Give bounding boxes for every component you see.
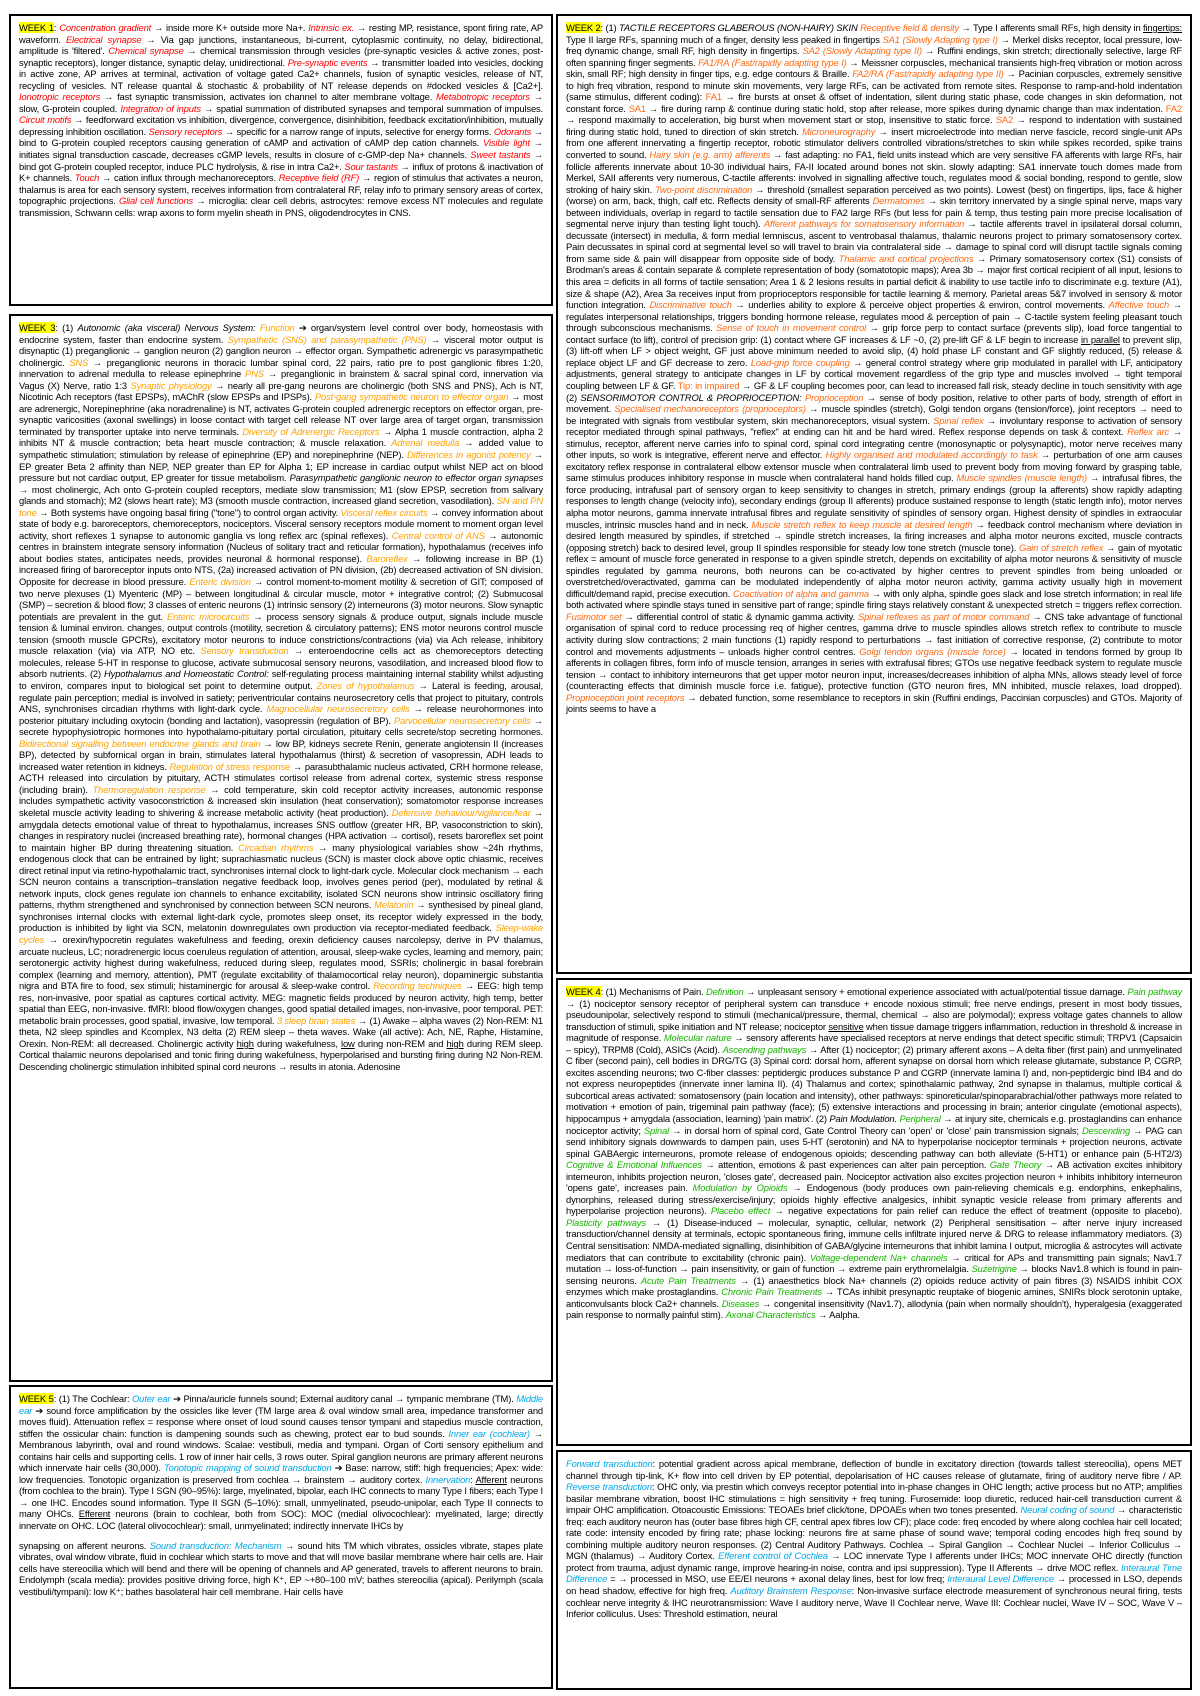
- week-label: WEEK 5: [19, 1393, 54, 1404]
- key-term: Tonotopic mapping of sound transduction: [163, 1462, 332, 1474]
- body-text: → GF & LF coupling becomes poor, can lead to increased fall risk, steady decline in touch sensitivity with age (2): [566, 379, 1182, 403]
- body-text: → AB activation excites inhibitory interneuron, inhibits projection neuron, 'closes gate', decreased pain. Nociceptor activation also excites projection neuron + inhibits inhibitory interneuron 'opens gate', increases pain.: [566, 1159, 1182, 1194]
- body-text: → feedforward excitation vs inhibition, divergence, convergence, disinhibition, feedback excitation/inhibition, mutually depressing inhibition oscillation.: [19, 114, 543, 137]
- emphasis-text: sensitive: [828, 1020, 864, 1032]
- key-term: Sound transduction: Mechanism: [149, 1539, 282, 1551]
- body-text: → following increase in BP (1) increased firing of baroreceptor inputs onto NTS, (2a) increased activation of PN division, (2b) decreased activation of SN division. Opposite for decrease in blood pressure.: [19, 552, 543, 588]
- key-term: Proprioception: [804, 391, 864, 403]
- key-term: Touch: [74, 172, 100, 184]
- key-term: Visceral reflex circuits: [340, 506, 428, 518]
- body-text: → in dorsal horn of spinal cord, Gate Control Theory can 'open' or 'close' pain transmission signals;: [669, 1124, 1083, 1136]
- body-text: → specific for a narrow range of inputs, selective for energy forms.: [222, 125, 494, 137]
- body-text: → most cholinergic, Ach onto G-protein coupled receptors, mediate slow transmission; M1 (slow EPSP, secretion from salivary glands and stomach); M2 (slows heart rate); M3 (smooth muscle contraction, increased gland secretion, vasodilation).: [19, 483, 543, 507]
- key-term: Affective touch: [1108, 299, 1170, 311]
- week3-section: [9, 314, 553, 1382]
- body-text: → bind got G-protein coupled receptor, induce PLC hydrolysis, & rise in intra Ca2+.: [19, 149, 543, 172]
- key-term: Axonal Characteristics: [725, 1309, 816, 1321]
- key-term: Hairy skin (e.g. arm) afferents: [649, 149, 771, 161]
- key-term: Sensory receptors: [148, 125, 223, 137]
- emphasis-text: fingertips:: [1143, 22, 1182, 33]
- key-term: Sympathetic (SNS) and parasympathetic (PNS): [227, 333, 427, 345]
- subheading: TACTILE RECEPTORS GLABEROUS (NON-HAIRY) SKIN: [618, 22, 861, 33]
- key-term: FA1/RA (Fast/rapidly adapting type I): [698, 56, 847, 68]
- key-term: Specialised mechanoreceptors (proprioceptors): [614, 403, 806, 415]
- key-term: FA2: [1165, 102, 1182, 114]
- key-term: Electrical synapse: [65, 33, 142, 45]
- body-text: → Lateral is feeding, arousal, regulate pain perception; medial is involved in satiety; periventricular contains neurosecretory cells that project to pituitary, controls ANS, synchronises circadian rhythms with light-dark cycle.: [19, 679, 543, 715]
- body-text: during non-REM and: [354, 1037, 447, 1049]
- body-text: → differential control of static & dynamic gamma activity.: [621, 610, 859, 622]
- emphasis-text: high: [236, 1037, 254, 1049]
- key-term: Middle ear: [19, 1393, 543, 1416]
- week5-section: [9, 1385, 553, 1689]
- body-text: ➔ sound force amplification by the ossicles like lever (TM large area & oval window small area, impedance transformer and moves fluid). Attenuation reflex = response where onset of loud sound causes tensor tympani and stapedius muscle contraction, stiffen the ossicular chain: function is dampening sounds such as chewing, protect ear to bud sounds.: [19, 1404, 543, 1439]
- body-text: → many physiological variables show ~24h rhythms, endogenous clock that can be entrained by light; suprachiasmatic nucleus (SCN) is master clock above optic chiasmic, receives direct retinal input via retino-hypothalamic tract, synchronises internal clock to light-dark cycle. Molecular clock mechanism → each SCN neuron contains a transcription–translation negative feedback loop, involves genes period (per), modulated by retinal & network inputs, clock genes regulate ion channels to enhance excitability, isolated SCN neurons show intrinsic oscillatory firing patterns, rhythm strengthened and synchronised by connection between SCN neurons.: [19, 841, 543, 911]
- key-term: Pre-synaptic events: [287, 56, 368, 68]
- body-text: → region of stimulus that activates a neuron, thalamus is area for each sensory system, receives information from contralateral RF, relay info to primary sensory areas of cortex, topographic projections.: [19, 172, 544, 207]
- key-term: Glial cell functions: [118, 195, 194, 207]
- key-term: Load-grip force coupling: [750, 356, 850, 368]
- body-text: → regulates interpersonal relationships, triggers bonding hormone release, regulates mood & perception of pain → C-tactile system feeling pleasant touch through subconscious mechanisms.: [566, 299, 1183, 334]
- body-text: : (1) The Cochlear:: [53, 1393, 133, 1404]
- body-text: → CNS take advantage of functional organisation of spinal cord to reduce processing req of higher centres, gamma drive to muscle spindles allows stretch reflex to contribute to muscle activity during slow contractions; 2 main functions (1) rapidly respond to perturbations → fast initiation of corrective response, (2) contribute to motor control and movements adjustments – unloads higher control centres.: [566, 610, 1183, 657]
- key-term: Sour tastants: [344, 160, 398, 172]
- body-text: → bind to G-protein coupled receptors causing generation of cAMP and activation of cAMP dep cation channels.: [19, 125, 543, 149]
- body-text: → influx of protons & inactivation of K+ channels.: [19, 160, 543, 184]
- key-term: Receptive field (RF): [278, 172, 360, 184]
- key-term: Adrenal medulla: [391, 437, 460, 449]
- key-term: Golgi tendon organs (muscle force): [859, 645, 1006, 657]
- body-text: → EP greater Beta 2 affinity than NEP, NEP greater than EP for Alpha 1; EP increase in cardiac output whilst NEP act on blood pressure but not cardiac output, EP greater for tissue metabolism.: [19, 449, 543, 484]
- week2-section: [556, 14, 1192, 974]
- key-term: Dermatomes: [872, 195, 925, 207]
- key-term: Coactivation of alpha and gamma: [732, 587, 869, 599]
- key-term: Parvocellular neurosecretory cells: [393, 714, 531, 726]
- key-term: 3 sleep brain states: [276, 1014, 356, 1026]
- key-term: Sense of touch in movement control: [716, 322, 867, 334]
- body-text: → stimulus, receptor, afferent nerve carries info to spinal cord, spinal cord integrating centre (monosynaptic or polysynaptic), motor nerve receives many other inputs, so work is integrative, efferent nerve and effector.: [566, 426, 1182, 461]
- key-term: Thalamic and cortical projections: [838, 252, 974, 264]
- key-term: Ascending pathways: [722, 1043, 807, 1055]
- key-term: Inner ear (cochlear): [448, 1427, 530, 1439]
- body-text: → orexin/hypocretin regulates wakefulness and feeding, orexin deficiency causes narcolepsy, derive in PV thalamus, arcuate nucleus, LC; noradrenergic locus coeruleus regulation of attention, arousal, sleep-wake cycles, learning and memory, pain; serotonergic activity highest during wakefulness, reduced during sleep, regulates mood, SSRIs; cholinergic in basal forebrain complex (learning and memory, attention), PMT (regulate excitability of thalamocortical relay neuron), dopaminergic substantia nigra and BTA fire to food, sex stimuli; histaminergic for arousal & sleep-wake control.: [19, 933, 543, 992]
- emphasis-text: Efferent: [78, 1508, 111, 1520]
- key-term: Circadian rhythms: [238, 841, 314, 853]
- key-term: Pain pathway: [1127, 986, 1182, 997]
- week-label: WEEK 3: [19, 322, 56, 333]
- key-term: FA1: [705, 91, 722, 103]
- body-text: → Membranous labyrinth, oval and round windows. Scalae: vestibuli, media and tympani. Organ of Corti sensory epithelium and contains hair cells and supporting cells. 1 row of inner hair cells, 3 rows outer. Spiral ganglion neurons are primary afferent neurons which innervate hair cells (30,000).: [19, 1427, 543, 1474]
- key-term: Odorants: [493, 125, 532, 137]
- body-text: → LOC innervate Type I afferents under IHCs; MOC innervate OHC directly (function protect from trauma, adjust dynamic range, improve hearing-in noise, contra and ipsi suppression). Type II Afferents → drive MOC reflex.: [566, 1550, 1183, 1573]
- key-term: Spinal reflexes as part of motor command: [858, 610, 1030, 622]
- key-term: SN and PN tone: [19, 495, 543, 518]
- key-term: Regulation of stress response: [169, 760, 291, 772]
- body-text: → initiates signal transduction cascade, decreases cGMP levels, results in closure of c-GMP-dep Na+ channels.: [19, 137, 543, 161]
- paragraph-gap: [19, 1532, 543, 1540]
- key-term: Melatonin: [374, 899, 414, 911]
- body-text: → resting MP, resistance, spont firing rate, AP waveform.: [19, 22, 543, 45]
- body-text: → intrafusal fibres, the force producing, intrafusal part of sensory organ to keep sensitivity to changes in stretch, primary endings (group Ia afferents) show rapidly adapting responses to length change (velocity info), secondary endings (group II afferents) produce sustained response to length (static length info), motor nerves alpha motor neurons, gamma innervate intrafusal fibres and regulate sensitivity of spindles of sensory organ. Highest density of spindles in extraocular muscles, intrinsic muscles hand and in neck.: [566, 472, 1182, 530]
- key-term: Reflex arc: [1127, 426, 1170, 438]
- body-text: → sense of body position, relative to other parts of body, strength of effort in movement.: [566, 391, 1182, 415]
- body-text: when tissue damage triggers inflammation, reduction in threshold & increase in magnitude of response.: [566, 1020, 1182, 1044]
- body-text: → release neurohormones into posterior pituitary including oxytocin (bonding and lactation), vasopressin (regulation of BP).: [19, 703, 543, 726]
- body-text: synapsing on afferent neurons.: [19, 1539, 150, 1551]
- key-term: Visible light: [483, 137, 530, 149]
- body-text: → (1) Disease-induced – molecular, synaptic, cellular, network (2) Peripheral sensitisation – after nerve injury increased transduction/channel density at terminals, ectopic spontaneous firing, immune cells infiltrate injured nerve & DRG to release inflammatory mediators. (3) Central sensitisation: NMDA-mediated signalling, disinhibition of GABA/glycine interneurons that inhibit lamina I output, microglia & astrocytes will activate mediators that can contribute to excitability (chronic pain).: [566, 1216, 1182, 1263]
- body-text: → Pacinian corpuscles, extremely sensitive to high freq vibration, respond to minute skin movements, very large RFs, can be activated from remote sites. Response to ramp-and-hold indentation (same stimulus, different coding):: [566, 68, 1182, 103]
- body-text: → grip force perp to contact surface (prevents slip), load force tangential to contact surface (to lift), control of precision grip: (1) contact where GF increases & LF ~0, (2) pre-lift GF & LF begin to increase: [566, 322, 1182, 345]
- key-term: Placebo effect: [710, 1205, 771, 1217]
- body-text: → TCAs inhibit presynaptic reuptake of biogenic amines, SNIRs block serotonin uptake, anticonvulsants block Ca2+ channels.: [566, 1286, 1183, 1309]
- body-text: : (1): [55, 322, 78, 333]
- key-term: Magnocellular neurosecretory cells: [266, 703, 410, 715]
- body-text: → preganglionic in brainstem & sacral spinal cord, innervation via Vagus (X) Nerve, ratio 1:3: [19, 368, 543, 391]
- body-text: → attention, emotions & past experiences can alter pain perception.: [701, 1159, 990, 1171]
- body-text: → PAG can send inhibitory signals downwards to dampen pain, uses 5-HT (serotonin) and NA to hyperpolarise nociceptor terminals + projection neurons, activate spinal GABAergic interneurons, promote release of endogenous opioids; descending pathway can both alleviate (5-HT1) or enhance pain (5-HT2/3): [566, 1124, 1182, 1159]
- key-term: Molecular nature: [663, 1032, 732, 1044]
- key-term: SA1: [628, 102, 646, 114]
- key-term: Bidirectional signalling between endocrine glands and brain: [19, 737, 261, 749]
- body-text: → low BP, kidneys secrete Renin, generate angiotensin II (increases BP), detected by subfornical organ in brain, stimulates lateral hypothalamus (thirst) & secretion of vasopressin, ADH leads to increased water retention in kidneys.: [19, 737, 543, 772]
- body-text: → added value to sympathetic stimulation; stimulation by release of epinephrine (EP) and norepinephrine (NEP).: [19, 437, 543, 461]
- body-text: → cation influx through mechanoreceptors.: [99, 172, 279, 184]
- key-term: Concentration gradient: [59, 22, 152, 33]
- key-term: Gate Theory: [989, 1159, 1042, 1171]
- body-text: → (1) Awake – alpha waves (2) Non-REM: N1 theta, N2 sleep spindles and Kcomplex, N3 delta (2) REM sleep – theta waves. Wake (all active): Ach, NE, Raphe, Histamine, Orexin. Non-REM: all decreased. Cholinergic activity: [19, 1014, 543, 1049]
- body-text: → Via gap junctions, instantaneous, bi-current, cytoplasmic continuity, no delay, bidirectional, amplitude is 'filtered'.: [19, 33, 543, 57]
- key-term: Interaural Level Difference: [947, 1573, 1054, 1585]
- body-text: → debated function, some resemblance to receptors in skin (Ruffini endings, Paccinian corpuscles) and GTOs. Majority of joints seems to have a: [566, 691, 1182, 715]
- body-text: → Ruffini endings, skin stretch; directionally selective, large RF often spanning finger segments.: [566, 45, 1183, 68]
- body-text: during REM sleep. Cortical thalamic neurons depolarised and tonic firing during wakefulness, hyperpolarised and bursting firing during N2 Non-REM. Descending cholinergic stimulation inhibited spinal cord neurons → results in atonia. Adenosine: [19, 1037, 544, 1072]
- body-text: → general control strategy where grip modulated in parallel with LF, anticipatory adjustments, general strategy to anticipate changes in LF by cortical movement regardless of the grip type and muscles involved → tight temporal coupling between LF & GF.: [566, 356, 1183, 391]
- body-text: : potential gradient across apical membrane, deflection of bundle in excitatory direction (towards tallest stereocilia), opens MET channel through tip-link, K+ flow into cell driven by EP potential, depolarisation of HC causes release of glutamate, firing of auditory nerve fibre / AP.: [566, 1458, 1182, 1481]
- week5-continued-section: [556, 1450, 1192, 1690]
- body-text: → inside more K+ outside more Na+.: [151, 22, 309, 33]
- subheading: Autonomic (aka visceral) Nervous System:: [77, 322, 260, 333]
- body-text: → muscle spindles (stretch), Golgi tendon organs (tension/force), joint receptors → need to be integrated with signals from vestibular system, skin mechanoreceptors, visual system.: [566, 403, 1182, 426]
- key-term: PNS: [245, 368, 264, 380]
- body-text: → fast adapting: no FA1, field units instead which are very sensitive FA afferents with large RFs, hair follicle afferents innervate about 10-30 individual hairs, FA-II located around bones not skin. slowly adapting: SA1 innervate touch domes made from Merkel, SAII afferents very numerous, C-tactile afferents: involved in signalling affective touch, regulates mood & social bonding, respond to gentle, slow stroking of hairy skin.: [566, 149, 1183, 195]
- body-text: → amygdala detects emotional value of threat to hypothalamus, increases SNS outflow (greater HR, BP, vasoconstriction to skin), changes in respiratory nuclei (increased breathing rate), hormonal changes (HPA activation → cortisol), resets baroreflex set point to maintain higher BP during threatening situation.: [19, 806, 543, 853]
- key-term: Spinal reflex: [933, 414, 984, 426]
- week-label: WEEK 2: [566, 22, 601, 33]
- key-term: Suzetrigine: [971, 1263, 1017, 1275]
- body-text: → process sensory signals & produce output, signals include muscle tension & luminal environ. changes, output controls (motility, secretion & circulatory patterns); ENS motor neurons control muscle tension (smooth muscle GPCRs), excitatory motor neurons to induce constrictions/contractions (via) via Ach release, inhibitory muscle relaxation (via) via ATP, NO etc.: [19, 610, 543, 657]
- body-text: → slow, G-protein coupled.: [19, 91, 543, 114]
- key-term: Chronic Pain Treatments: [721, 1286, 822, 1298]
- body-text: → with only alpha, spindle goes slack and lose stretch information; in real life both activated where spindle stays tuned in sensitive part of range; spindle firing stays relatively constant & unexpected stretch = triggers reflex correction.: [566, 587, 1182, 611]
- key-term: Circuit motifs: [19, 114, 72, 126]
- body-text: → Endogenous (body produces own pain-relieving chemicals e.g. endorphins, enkephalins, dynorphins, released during stress/exercise/injury; opioids highly effective analgesics, inhibit synaptic vesicle release from primary afferents and hyperpolarise projection neurons).: [566, 1182, 1182, 1217]
- week-label: WEEK 1: [19, 22, 54, 33]
- body-text: self-regulating process maintaining internal stability whilst adjusting to environ, compares input to biological set point to determine output.: [19, 668, 544, 691]
- key-term: Cognitive & Emotional Influences: [566, 1159, 702, 1171]
- body-text: → sound hits TM which vibrates, ossicles vibrate, stapes plate vibrates, oval window vibrate, fluid in cochlear which starts to move and that will move basilar membrane where hair cells are. Hair cells have stereocilia which will bend and there will be opening of channels and AP generated, travels to afferent neurons to brain. Endolymph (scala media): provides positive driving force, high K⁺, EP ~+80–100 mV; bathes stereocilia (apical). Perilymph (scala vestibuli/tympani): low K⁺; bathes basolateral hair cell membrane. Hair cells have: [19, 1539, 543, 1597]
- body-text: → feedback control mechanism where deviation in desired length measured by spindles, if stretched → spindle stretch increases, Ia firing increases and alpha motor neurons excited, muscle contracts (opposing stretch) back to desired level, group II spindles responsible for steady low tone stretch (muscle tone).: [566, 518, 1182, 553]
- body-text: → Type I afferents small RFs, high density in: [959, 22, 1143, 33]
- subheading: Hypothalamus and Homeostatic Control:: [104, 668, 269, 680]
- body-text: = → processed in MSO, use EE/EI neurons + axonal delay lines, best for low freq;: [607, 1573, 948, 1585]
- body-text: : Non-invasive surface electrode measurement of synchronous neural firing, tests cochlear nerve integrity & IHC neurotransmission: Wave I auditory nerve, Wave II Cochlear nerve, Wave III: Cochlear nuclei, Wave IV – SOC, Wave V – Inferior colliculus. Uses: Threshold estimation, neural: [566, 1585, 1183, 1620]
- body-text: → Merkel disks receptor, local pressure, low-freq dynamic change, small RF, high density in fingertips.: [566, 33, 1183, 57]
- emphasis-text: high: [446, 1037, 464, 1049]
- body-text: → (1) anaesthetics block Na+ channels (2) opioids reduce activity of pain fibres (3) NSAIDS inhibit COX enzymes which make prostaglandins.: [566, 1274, 1182, 1298]
- body-text: → Aalpha.: [815, 1309, 860, 1321]
- key-term: FA2/RA (Fast/rapidly adapting type II): [852, 68, 1004, 80]
- body-text: ➔ Base: narrow, stiff: high frequencies; Apex: wide: low frequencies. Tonotopic organization is preserved from cochlea → brainstem → auditory cortex.: [19, 1462, 543, 1485]
- key-term: Peripheral: [899, 1113, 941, 1125]
- body-text: → visceral motor output is disynaptic (1) preganglionic → ganglion neuron (2) ganglion neuron → effector organ. Sympathetic adrenergic vs parasympathetic cholinergic.: [19, 333, 543, 368]
- body-text: → Meissner corpuscles, mechanical transients high-freq vibration or motion across skin, small RF; high density in finger tips, e.g. edge contours & Braille.: [566, 56, 1182, 80]
- body-text: → After (1) nociceptor; (2) primary afferent axons – A delta fiber (first pain) and unmyelinated C fiber (second pain), cell bodies in DRG/TG (3) Spinal cord: dorsal horn, afferent synapse on dorsal horn which release glutamate, substance P, CGRP, excites ascending neurons; two C-fiber classes: peptidergic produces substance P and CGRP (innervate lamina I) and, non-peptidergic bind IB4 and do not express neuropeptides (innervate inner lamina II). (4) Thalamus and cortex; spinothalamic pathway, 2nd synapse in thalamus, multiple cortical & subcortical areas activated: somatosensory (pain location and intensity), other pathways: spinoreticular/spinoparabrachial/other pathways more related to motivation + emotion of pain, trigeminal pain pathway (face); (5) extensive interactions and processing in brain; anterior cingulate (emotional aspects), hippocampus + amygdala (association, learning) 'pain matrix'. (2): [566, 1043, 1182, 1125]
- key-term: Highly organised and modulated accordingly to task: [825, 449, 1038, 461]
- key-term: SNS: [69, 356, 89, 368]
- body-text: → blocks Nav1.8 which is found in pain-sensing neurons.: [566, 1263, 1182, 1286]
- key-term: Thermoregulation response: [92, 783, 206, 795]
- key-term: Voltage-dependent Na+ channels: [809, 1251, 948, 1263]
- body-text: neurons (brain to cochlear, both from SOC): MOC (medial olivocochlear): myelinated, large; directly innervate on OHC. LOC (lateral olivocochlear): small, unmyelinated; indirectly innervate IHCs by: [19, 1508, 544, 1532]
- key-term: Definition: [706, 986, 744, 997]
- key-term: Ionotropic receptors: [19, 91, 101, 103]
- key-term: Outer ear: [132, 1393, 171, 1404]
- body-text: ➔ Pinna/auricle funnels sound; External auditory canal → tympanic membrane (TM).: [170, 1393, 517, 1404]
- emphasis-text: low: [341, 1037, 355, 1049]
- body-text: : (1) Mechanisms of Pain.: [600, 986, 706, 997]
- key-term: Discriminative touch: [649, 299, 732, 311]
- body-text: → involuntary response to activation of sensory receptor mediated through spinal pathways, "reflex" at ending can hit and be hard wired. Reflex response depends on task & context.: [566, 414, 1182, 438]
- body-text: → Both systems have ongoing basal firing ("tone") to control organ activity.: [36, 506, 341, 518]
- key-term: Neural coding of sound: [1020, 1504, 1115, 1516]
- week4-section: [556, 978, 1192, 1446]
- body-text: → at injury site, chemicals e.g. prostaglandins can enhance nociceptor activity;: [566, 1113, 1182, 1136]
- body-text: ➔ organ/system level control over body, homeostasis with endocrine system, faster than endocrine system.: [19, 322, 544, 345]
- body-text: → located in tendons formed by group Ib afferents in collagen fibres, form info of muscle tension, arranges in series with extrafusal fibres; GTOs use negative feedback system to regulate muscle tension → contact to inhibitory interneurons that get upper motor neuron input, increases/decreases inhibition of alpha MNs, allows steady level of force (counteracting effects that diminish muscle force i.e. fatigue), protective function (GTO neuron fires, MN inhibited, muscle relaxes, load dropped).: [566, 645, 1183, 692]
- body-text: → unpleasant sensory + emotional experience associated with actual/potential tissue damage.: [743, 986, 1128, 997]
- key-term: Recording techniques: [373, 980, 462, 992]
- key-term: Zones of hypothalamus: [316, 679, 415, 691]
- key-term: Enteric division: [189, 576, 251, 588]
- key-term: SA2 (Slowly Adapting type II): [802, 45, 922, 57]
- body-text: → fire during ramp & continue during static hold, stop after release, more spikes during dynamic change than max indentation.: [645, 102, 1166, 114]
- body-text: neurons (from cochlea to the brain). Type I SGN (90–95%): large, myelinated, bipolar, each IHC connects to many Type I fibers; each Type I → one IHC. Encodes sound information. Type II SGN (5–10%): small, unmyelinated, pseudo-unipolar, each Type II connects to many OHCs.: [19, 1473, 543, 1520]
- emphasis-text: in parallel: [1081, 333, 1120, 345]
- body-text: → cold temperature, skin cold receptor activity increases, autonomic response includes sympathetic activity vasoconstriction & increased skin insulation (heat conservation); somatomotor response increases skeletal muscle activity leading to shivering & increase metabolic activity (heat production).: [19, 783, 543, 818]
- key-term: Sensory transduction: [200, 645, 289, 657]
- subheading: Pain Modulation.: [829, 1113, 897, 1125]
- key-term: Forward transduction: [566, 1458, 653, 1469]
- key-term: Auditory Brainstem Response: [730, 1585, 852, 1597]
- body-text: → gain of myotatic reflex = amount of muscle force generated in response to a given spindle stretch, depends on excitability of alpha motor neurons & sensitivity of muscle spindles regulated by gamma neurons, both neurons can be co-activated by higher centres to prevent spindles from being unloaded or overstretched/overactivated, gamma can be modulated independently of alpha motor neuron activity, gamma activity usually high in movement difficult/demand rapid, precise execution.: [566, 541, 1183, 599]
- body-text: → most are adrenergic, Norepinephrine (aka noradrenaline) is NT, activates G-protein coupled adrenergic receptors on effector organ, pre-synaptic varicosities (axonal swellings) in loose contact with target cell release NT over large area of target organ, transmission terminated by transporter uptake into nerve terminals.: [19, 391, 544, 437]
- body-text: → sensory afferents have specialised receptors at nerve endings that detect specific stimuli; TRPV1 (Capsaicin – spicy), TRPM8 (Cold), ASICs (Acid).: [566, 1032, 1182, 1055]
- key-term: Efferent control of Cochlea: [718, 1550, 828, 1562]
- body-text: → respond to indentation with sustained firing during static hold, tuned to direction of skin stretch.: [566, 114, 1182, 137]
- key-term: SA2: [995, 114, 1014, 126]
- week1-section: [9, 14, 553, 306]
- week-label: WEEK 4: [566, 986, 601, 997]
- body-text: → negative expectations for pain relief can reduce the effect of treatment (opposite to placebo).: [770, 1205, 1182, 1217]
- body-text: → autonomic centres in brainstem integrate sensory information (Nucleus of solitary tract and reticular formation), hypothalamus (receives info about bodies states, anticipates needs, provides neuronal & hormonal response).: [19, 529, 543, 564]
- body-text: → fast synaptic transmission, activates ion channel to alter membrane voltage.: [100, 91, 436, 103]
- body-text: → perturbation of one arm causes excitatory reflex response in contralateral elbow extensor muscle when contralateral limb used to prevent body from moving forward by grasping table, same stimulus produces inhibitory response in muscle when contralateral hand holds filled cup.: [566, 449, 1182, 484]
- body-text: : OHC only, via prestin which conveys receptor potential into in-phase changes in OHC length; active process but no ATP; amplifies basilar membrane vibration, boost IHC stimulations = high sensitivity + freq tuning. Furosemide: loop diuretic, reduced hair-cell transduction current & impair OHC amplification. Otoacoustic Emissions: TEOAEs brief click/tone, DPOAEs when two tones presented.: [566, 1481, 1182, 1516]
- body-text: :: [470, 1473, 476, 1485]
- body-text: → characteristic freq: each auditory neuron has (outer base fibres high CF, central apex fibres low CF); place code: freq encoded by where along cochlea hair cell located; rate code: intensity encoded by firing rate; phase locking: neurons fire at same phase of sound wave; temporal coding encodes high freq sound by combining multiple auditory neuron responses. (2) Central Auditory Pathways. Cochlea → Spiral Ganglion → Cochlear Nuclei → Inferior Colliculus → MGN (thalamus) → Auditory Cortex.: [566, 1504, 1182, 1562]
- body-text: during wakefulness,: [253, 1037, 342, 1049]
- body-text: → spatial summation of distributed synapses and temporal summation of impulses.: [200, 102, 544, 114]
- body-text: → microglia: clear cell debris, astrocytes: remove excess NT molecules and regulate transmission, Schwann cells: wrap axons to form myelin sheath in PNS, oligodendrocytes in CNS.: [19, 195, 543, 218]
- emphasis-text: Afferent: [475, 1473, 507, 1485]
- body-text: → threshold (smallest separation perceived as two points). Lowest (best) on fingertips, lips, face & higher (worse) on arm, back, thigh, calf etc. Reflects density of small-RF afferents: [566, 183, 1182, 207]
- body-text: → convey information about state of body e.g. baroreceptors, chemoreceptors, nociceptors. Visceral sensory receptors module moment to moment organ level activity, short reflexes 1 synapse to autonomic ganglia vs long reflex arc (spinal reflexes).: [19, 506, 543, 541]
- key-term: Sweet tastants: [470, 149, 531, 161]
- key-term: Gain of stretch reflex: [1018, 541, 1104, 553]
- body-text: → transmitter loaded into vesicles, docking in active zone, AP arrives at terminal, activation of voltage gated Ca2+ channels, fusion of synaptic vesicles, release of NT, recycling of vesicles. NT release quantal & stochastic & probability of NT release depends on #docked vesicles & [Ca2+].: [19, 56, 543, 91]
- key-term: Chemical synapse: [108, 45, 184, 57]
- body-text: → congenital insensitivity (Nav1.7), allodynia (pain when normally shouldn't), hyperalgesia (exaggerated pain response to normally painful stim).: [566, 1297, 1182, 1321]
- key-term: Two-point discrimination: [654, 183, 753, 195]
- key-term: Plasticity pathways: [566, 1216, 646, 1228]
- key-term: Descending: [1082, 1124, 1131, 1136]
- key-term: Interaural Time Difference: [566, 1561, 1182, 1585]
- body-text: → parasubthalamic nucleus activated, CRH hormone release, ACTH released into circulation by pituitary, ACTH stimulates cortisol release from adrenal cortex, systemic stress response (including brain).: [19, 760, 543, 795]
- body-text: → enteroendocrine cells act as chemoreceptors detecting molecules, release 5-HT in response to glucose, activate submucosal sensory neurons, vasodilation, and increased blood flow to absorb nutrients. (2): [19, 645, 543, 680]
- key-term: Enteric microcircuits: [166, 610, 250, 622]
- body-text: → (1) nociceptor sensory receptor of peripheral system can transduce + encode noxious stimuli; free nerve endings, present in most body tissues, pseudounipolar, selectively respond to stimuli (mechanical/pressure, thermal, chemical → also are polymodal); express voltage gates channels to allow transduction of stimuli, spike initiation and NT release; nociceptor: [566, 997, 1182, 1032]
- body-text: → EEG: high temp res, non-invasive, poor spatial as captures cortical activity. MEG: magnetic fields produced by neuron activity, high temp, better spatial than EEG, non-invasive. fMRI: blood flow/oxygen changes, good spatial detailed images, non-invasive, poor temporal. PET: metabolic brain processes, good spatial, invasive, low temporal.: [19, 980, 543, 1026]
- key-term: Tip: in impaired: [677, 379, 740, 391]
- key-term: Microneurography: [802, 125, 876, 137]
- key-term: Central control of ANS: [391, 529, 485, 541]
- subheading: SENSORIMOTOR CONTROL & PROPRIOCEPTION:: [580, 391, 805, 403]
- key-term: Spinal: [643, 1124, 670, 1136]
- body-text: → underlies ability to explore & perceive object properties & environ, control movements.: [731, 299, 1109, 311]
- body-text: Type II large RFs, spanning much of a finger, density less peaked in fingertips: [566, 33, 883, 45]
- body-text: → critical for APs and transmitting pain signals; Nav1.7 mutation → loss-of-function → pain insensitivity, or gain of function → extreme pain erythromelalgia.: [566, 1251, 1182, 1275]
- subheading: Parasympathetic ganglionic neuron to effector organ synapses: [289, 472, 544, 484]
- key-term: Innervation: [425, 1473, 471, 1485]
- body-text: :: [53, 22, 60, 33]
- key-term: Muscle stretch reflex to keep muscle at desired length: [751, 518, 973, 530]
- key-term: Modulation by Opioids: [692, 1182, 788, 1194]
- key-term: Muscle spindles (muscle length): [956, 472, 1087, 484]
- key-term: Synaptic physiology: [130, 379, 212, 391]
- body-text: → Alpha 1 muscle contraction, alpha 2 inhibits NT & muscle contraction; beta heart muscle contraction; & muscle relaxation.: [19, 425, 543, 449]
- key-term: Intrinsic ex.: [308, 22, 355, 33]
- body-text: → control moment-to-moment motility & secretion of GIT; composed of two nerve plexuses (1) Myenteric (MP) – between longitudinal & circular muscle, motor + integrative control; (2) Submucosal (SMP) – secretion & blood flow; 3 classes of enteric neurons (1) intrinsic sensory (2) interneurons (3) motor neurons. Slow synaptic potentials are prevalent in the gut.: [19, 576, 543, 622]
- key-term: Sleep-wake cycles: [19, 922, 543, 945]
- key-term: Differences in agonist potency: [407, 449, 531, 461]
- key-term: Diseases: [721, 1297, 760, 1309]
- key-term: SA1 (Slowly Adapting type I): [882, 33, 998, 45]
- body-text: : (1): [600, 22, 619, 33]
- body-text: → processed in LSO, depends on head shadow, effective for high freq.: [566, 1573, 1182, 1597]
- body-text: → tactile afferents travel in ipsilateral dorsal column, decussate (intersect) in medulla, & form medial lemniscus, ascent to ventrobasal thalamus, thalamic neurons project to primary somatosensory cortex. Pain decussates in spinal cord at segmental level so will travel to brain via contralateral side → damage to spinal cord will disrupt tactile signals coming from same side & pain will disappear from opposite side of body.: [566, 218, 1182, 264]
- key-term: Reverse transduction: [566, 1481, 652, 1493]
- body-text: → chemical transmission through vesicles (pre-synaptic vesicles & active zones, post-synaptic receptors), longer distance, synaptic delay, unidirectional.: [19, 45, 543, 68]
- key-term: Afferent pathways for somatosensory information: [763, 218, 965, 230]
- body-text: → insert microelectrode into median nerve fascicle, record single-unit APs from one afferent innervating a fingertip receptor, robotic stimulator delivers controlled vibrations/stretches to skin while spikes recorded, spike trains converted to sound.: [566, 125, 1182, 161]
- key-term: Post-gang sympathetic neuron to effector organ: [314, 391, 509, 403]
- key-term: Fusimotor set: [566, 610, 622, 622]
- body-text: → fire bursts at onset & offset of indentation, silent during static phase, code changes in skin deformation, not constant force.: [566, 91, 1182, 114]
- key-term: Defensive behaviour/vigilance/fear: [391, 806, 531, 818]
- key-term: Proprioception joint receptors: [566, 691, 685, 703]
- body-text: → synthesised by pineal gland, synchronises internal clocks with external light-dark cycle, promotes sleep onset, its receptor widely expressed in the body, production is inhibited by light via SCN, melatonin downregulates own production via receptor-mediated feedback.: [19, 899, 543, 934]
- body-text: → nearly all pre-gang neurons are cholinergic (both SNS and PNS), Ach is NT, Nicotinic Ach receptors (fast EPSPs), mAChR (slow EPSPs and IPSPs).: [19, 379, 543, 403]
- key-term: Integration of inputs: [120, 102, 201, 114]
- body-text: → secrete hypophysiotropic hormones into hypothalamo-pituitary portal circulation, pituitary cells secrete/stop secreting hormones.: [19, 714, 543, 738]
- body-text: → preganglionic neurons in thoracic lumbar spinal cord, 22 pairs, ratio pre to post ganglionic fibres 1:20, innervation to adrenal medulla to release epinephrine: [19, 356, 543, 380]
- body-text: → respond maximally to acceleration, big burst when movement start or stop, insensitive to static force.: [566, 114, 996, 126]
- key-term: Metabotropic receptors: [435, 91, 530, 103]
- key-term: Function: [259, 322, 295, 333]
- key-term: Diversity of Adrenergic Receptors: [242, 425, 380, 437]
- key-term: Receptive field & density: [860, 22, 960, 33]
- body-text: → Primary somatosensory cortex (S1) consists of Brodman's areas & contain separate & complete representation of body (somatotopic maps); Area 3b → major first cortical recipient of all input, lesions to this area = deficits in all forms of tactile sensation; Area 1 & 2 lesions results in partial deficit & inability to use tactile info to discriminate e.g. texture (A1), size & shape (A2), Area 3a receives input from proprioceptors responsible for tactile learning & memory. Parietal areas 5&7 involved in sensory & motor function integration.: [566, 252, 1182, 311]
- key-term: Acute Pain Treatments: [640, 1274, 736, 1286]
- key-term: Baroreflex: [366, 552, 408, 564]
- body-text: to prevent slip, (3) lift-off when LF > object weight, GF just above minimum needed to avoid slip, (4) hold phase LF constant and GF slightly reduced, (5) release & replace object LF and GF decrease to zero.: [566, 333, 1183, 368]
- body-text: → skin territory innervated by a single spinal nerve, maps vary between individuals, overlap in regard to tactile sensation due to FA2 large RFs (but less for pain & temp, thus testing pain more precise localisation of segmental nerve injury than testing light touch).: [566, 195, 1182, 230]
